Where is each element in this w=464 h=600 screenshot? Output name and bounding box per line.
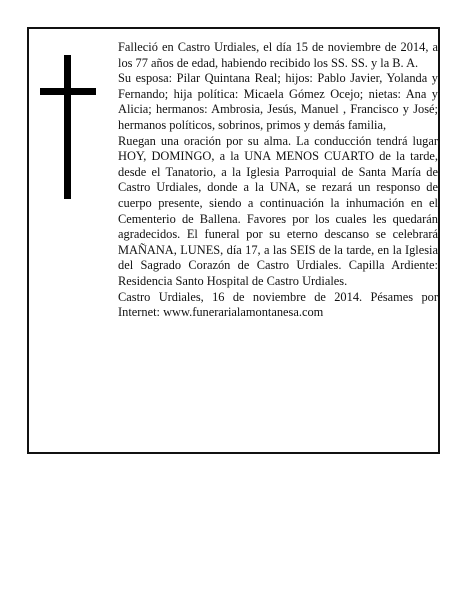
cross-icon xyxy=(40,55,96,199)
family-list: Su esposa: Pilar Quintana Real; hijos: Pablo Javier, Yolanda y Fernando; hija política: Micaela Gómez Ocejo; nietas: Ana y Alicia; hermanos: Ambrosia, Jesús, Manuel , Francisco y José; hermanos políticos, sobrinos, primos y demás familia, xyxy=(118,71,438,132)
obituary-notice xyxy=(27,27,440,454)
cross-vertical-bar xyxy=(64,55,71,199)
notice-body xyxy=(118,40,438,321)
death-announcement: Falleció en Castro Urdiales, el día 15 de noviembre de 2014, a los 77 años de edad, habiendo recibido los SS. SS. y la B. A. xyxy=(118,40,438,70)
cross-horizontal-bar xyxy=(40,88,96,95)
closing-line: Castro Urdiales, 16 de noviembre de 2014. Pésames por Internet: www.funerarialamontanesa.com xyxy=(118,289,438,320)
funeral-details: Ruegan una oración por su alma. La conducción tendrá lugar HOY, DOMINGO, a la UNA MENOS CUARTO de la tarde, desde el Tanatorio, a la Iglesia Parroquial de Santa María de Castro Urdiales, donde a la UNA, se rezará un responso de cuerpo presente, siendo a continuación la inhumación en el Cementerio de Ballena. Favores por los cuales les quedarán agradecidos. El funeral por su eterno descanso se celebrará MAÑANA, LUNES, día 17, a las SEIS de la tarde, en la Iglesia del Sagrado Corazón de Castro Urdiales. Capilla Ardiente: Residencia Santo Hospital de Castro Urdiales. xyxy=(118,133,438,288)
